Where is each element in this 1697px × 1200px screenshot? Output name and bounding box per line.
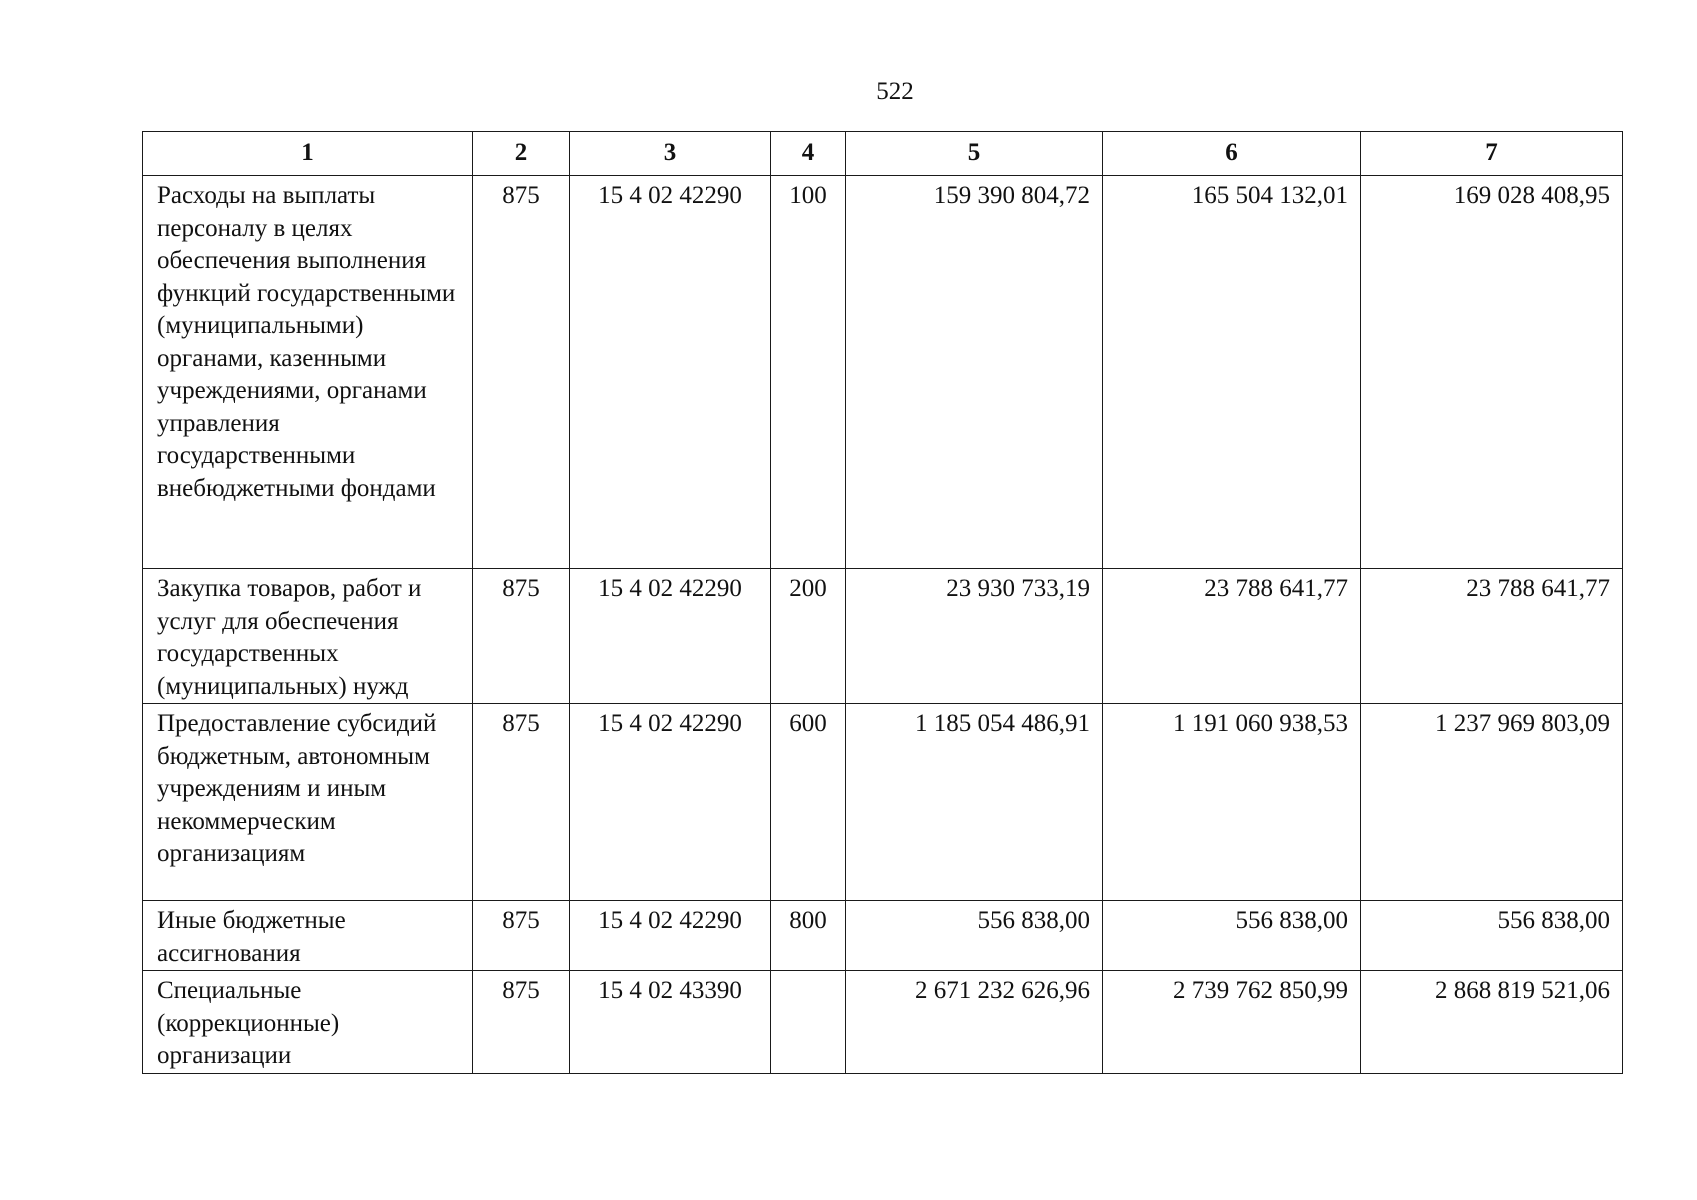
table-row [143, 901, 1623, 971]
row-col2: 875 [473, 704, 570, 901]
page-number: 522 [876, 78, 914, 105]
row-col7: 556 838,00 [1361, 901, 1623, 971]
table-row [143, 569, 1623, 704]
row-name: Предоставление субсидий бюджетным, автономным учреждениям и иным некоммерческим организациям [143, 704, 473, 901]
column-header-1: 1 [143, 132, 473, 176]
column-header-7: 7 [1361, 132, 1623, 176]
row-col6: 556 838,00 [1103, 901, 1361, 971]
row-col5: 556 838,00 [846, 901, 1103, 971]
row-col5: 1 185 054 486,91 [846, 704, 1103, 901]
row-col4: 200 [771, 569, 846, 704]
row-col2: 875 [473, 901, 570, 971]
row-col2: 875 [473, 971, 570, 1074]
row-col3: 15 4 02 42290 [570, 901, 771, 971]
row-col5: 2 671 232 626,96 [846, 971, 1103, 1074]
row-col7: 169 028 408,95 [1361, 176, 1623, 569]
row-col6: 1 191 060 938,53 [1103, 704, 1361, 901]
column-header-4: 4 [771, 132, 846, 176]
row-col6: 165 504 132,01 [1103, 176, 1361, 569]
row-name: Иные бюджетные ассигнования [143, 901, 473, 971]
row-col4 [771, 971, 846, 1074]
row-col4: 100 [771, 176, 846, 569]
row-col5: 23 930 733,19 [846, 569, 1103, 704]
row-col5: 159 390 804,72 [846, 176, 1103, 569]
table-row [143, 176, 1623, 569]
row-col6: 2 739 762 850,99 [1103, 971, 1361, 1074]
table-body [143, 176, 1623, 1074]
budget-table [142, 131, 1623, 1074]
column-header-3: 3 [570, 132, 771, 176]
column-header-2: 2 [473, 132, 570, 176]
row-col2: 875 [473, 569, 570, 704]
column-header-5: 5 [846, 132, 1103, 176]
row-col7: 1 237 969 803,09 [1361, 704, 1623, 901]
row-col6: 23 788 641,77 [1103, 569, 1361, 704]
row-col3: 15 4 02 42290 [570, 704, 771, 901]
row-col4: 600 [771, 704, 846, 901]
row-name: Закупка товаров, работ и услуг для обеспечения государственных (муниципальных) нужд [143, 569, 473, 704]
row-name: Расходы на выплаты персоналу в целях обеспечения выполнения функций государственными (муниципальными) органами, казенными учреждениями, органами управления государственными внебюджетными фондами [143, 176, 473, 569]
row-col3: 15 4 02 42290 [570, 176, 771, 569]
row-col7: 2 868 819 521,06 [1361, 971, 1623, 1074]
row-col3: 15 4 02 42290 [570, 569, 771, 704]
row-col7: 23 788 641,77 [1361, 569, 1623, 704]
row-name: Специальные (коррекционные) организации [143, 971, 473, 1074]
row-col2: 875 [473, 176, 570, 569]
column-header-6: 6 [1103, 132, 1361, 176]
row-col4: 800 [771, 901, 846, 971]
header-row [143, 132, 1623, 176]
table-header [143, 132, 1623, 176]
table-row [143, 704, 1623, 901]
table-row [143, 971, 1623, 1074]
row-col3: 15 4 02 43390 [570, 971, 771, 1074]
